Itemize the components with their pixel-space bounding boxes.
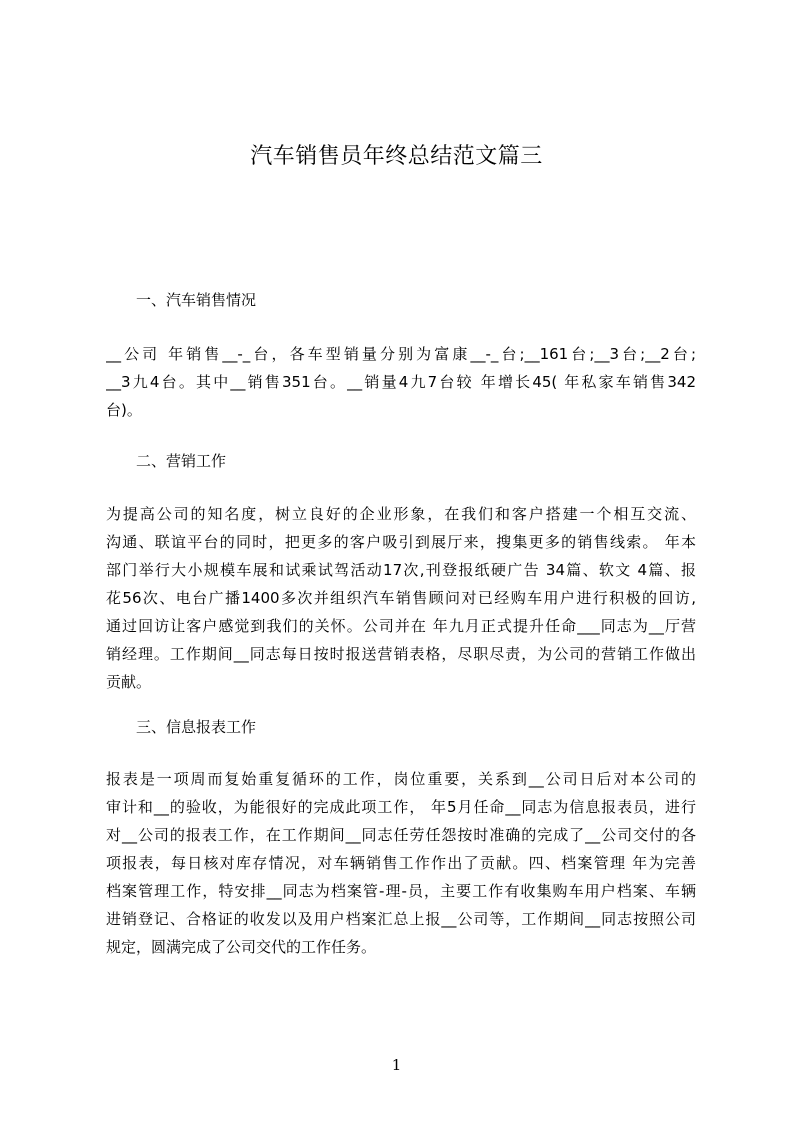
section-body-marketing: [106, 500, 696, 696]
paragraph-line: 沟通、联谊平台的同时，把更多的客户吸引到展厅来，搜集更多的销售线索。 年本: [106, 533, 696, 551]
paragraph-line: 规定，圆满完成了公司交代的工作任务。: [106, 938, 377, 956]
paragraph-line: 通过回访让客户感觉到我们的关怀。公司并在 年九月正式提升任命___同志为__厅营: [106, 617, 696, 635]
paragraph-line: 审计和__的验收，为能很好的完成此项工作， 年5月任命__同志为信息报表员，进行: [106, 798, 696, 816]
section-heading-marketing: 二、营销工作: [136, 452, 227, 470]
section-body-sales: [106, 340, 696, 424]
paragraph-line: __3九4台。其中__销售351台。__销量4九7台较 年增长45( 年私家车销售342: [106, 373, 696, 391]
section-body-reports: [106, 765, 696, 961]
page-number: 1: [391, 1056, 402, 1074]
paragraph-line: 花56次、电台广播1400多次并组织汽车销售顾问对已经购车用户进行积极的回访,: [106, 589, 696, 607]
paragraph-line: 部门举行大小规模车展和试乘试驾活动17次,刊登报纸硬广告 34篇、软文 4篇、报: [106, 561, 696, 579]
paragraph-line: 销经理。工作期间__同志每日按时报送营销表格，尽职尽责，为公司的营销工作做出: [106, 645, 696, 663]
paragraph-line: 进销登记、合格证的收发以及用户档案汇总上报__公司等，工作期间__同志按照公司: [106, 910, 696, 928]
paragraph-line: 项报表，每日核对库存情况，对车辆销售工作作出了贡献。四、档案管理 年为完善: [106, 854, 696, 872]
paragraph-line: 对__公司的报表工作，在工作期间__同志任劳任怨按时准确的完成了__公司交付的各: [106, 826, 696, 844]
paragraph-line: 报表是一项周而复始重复循环的工作，岗位重要，关系到__公司日后对本公司的: [106, 770, 696, 788]
section-heading-sales: 一、汽车销售情况: [136, 291, 257, 309]
paragraph-line: 档案管理工作，特安排__同志为档案管-理-员，主要工作有收集购车用户档案、车辆: [106, 882, 696, 900]
document-title: 汽车销售员年终总结范文篇三: [250, 144, 543, 169]
paragraph-line: 为提高公司的知名度，树立良好的企业形象，在我们和客户搭建一个相互交流、: [106, 505, 696, 523]
paragraph-line: __公司 年销售__-_台，各车型销量分别为富康__-_台;__161台;__3台;__2台;: [106, 345, 696, 363]
paragraph-line: 台)。: [106, 401, 142, 419]
paragraph-line: 贡献。: [106, 673, 152, 691]
section-heading-reports: 三、信息报表工作: [136, 718, 257, 736]
